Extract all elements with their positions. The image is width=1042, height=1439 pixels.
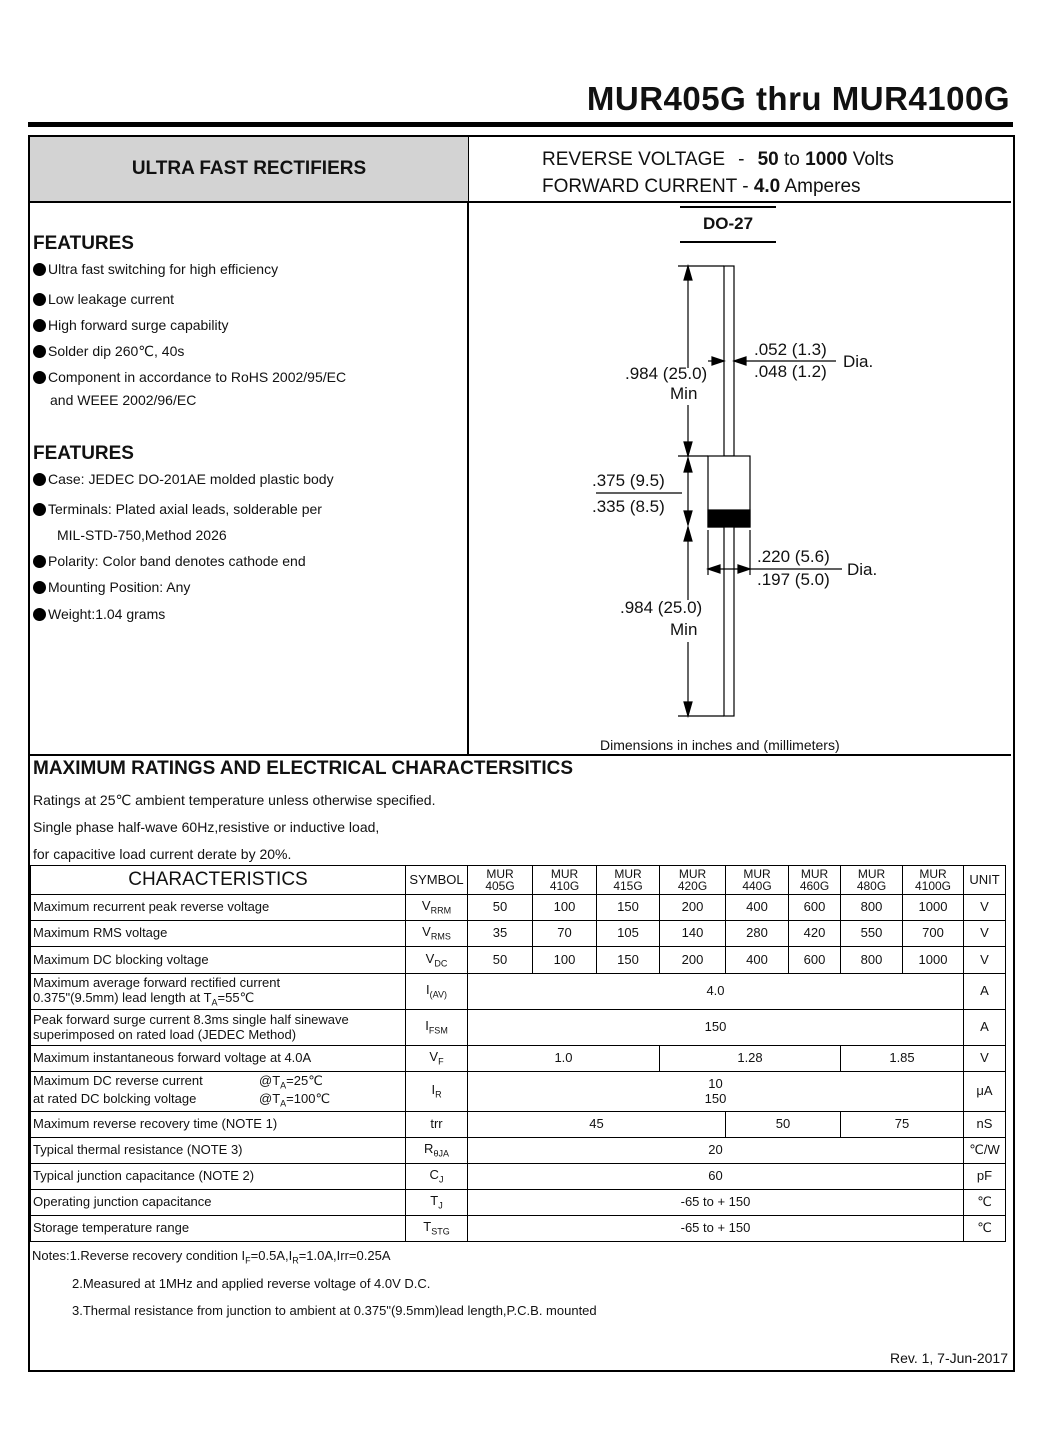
column-divider — [467, 137, 469, 754]
lead-length-top-min: Min — [670, 384, 698, 403]
param-symbol: $T_J$ — [406, 1190, 468, 1216]
note-1: Notes:1.Reverse recovery condition $I_F=0.5A,I_R=1.0A,Irr=0.25A$ — [32, 1248, 391, 1266]
param-name: Maximum instantaneous forward voltage at 4.0A — [31, 1046, 406, 1072]
unit-cell: V — [964, 895, 1006, 921]
value-cell: 1.28 — [660, 1046, 841, 1072]
note-3: 3.Thermal resistance from junction to ambient at 0.375"(9.5mm)lead length,P.C.B. mounted — [72, 1303, 597, 1318]
param-symbol: $R_{\theta JA}$ — [406, 1138, 468, 1164]
param-name: Typical thermal resistance (NOTE 3) — [31, 1138, 406, 1164]
value-cell: -65 to + 150 — [468, 1216, 964, 1242]
param-symbol: $V_{DC}$ — [406, 947, 468, 974]
value-cell: 105 — [597, 921, 660, 947]
package-drawing — [470, 200, 1010, 752]
param-name: Storage temperature range — [31, 1216, 406, 1242]
param-symbol: trr — [406, 1112, 468, 1138]
table-row — [31, 1164, 1006, 1190]
value-cell: 140 — [660, 921, 726, 947]
reverse-voltage-sep: - — [738, 149, 745, 170]
model-header: MUR 420G — [660, 866, 726, 895]
table-row — [31, 1138, 1006, 1164]
value-cell: 800 — [841, 895, 903, 921]
feature-item: Component in accordance to RoHS 2002/95/EC — [33, 369, 346, 385]
value-cell: 50 — [726, 1112, 841, 1138]
arrow-head — [708, 565, 720, 573]
reverse-voltage-to: to — [784, 149, 800, 170]
value-cell: 600 — [789, 947, 841, 974]
mechanical-item: Case: JEDEC DO-201AE molded plastic body — [33, 471, 334, 487]
param-name: Operating junction capacitance — [31, 1190, 406, 1216]
value-cell: 75 — [841, 1112, 964, 1138]
arrow-head — [684, 702, 692, 716]
unit-cell: V — [964, 1046, 1006, 1072]
package-name: DO-27 — [702, 214, 754, 233]
param-name: Maximum recurrent peak reverse voltage — [31, 895, 406, 921]
features-heading: FEATURES — [33, 233, 134, 254]
feature-item: Solder dip 260℃, 40s — [33, 343, 184, 360]
arrow-head — [738, 565, 750, 573]
value-cell: 1000 — [903, 947, 964, 974]
value-cell: 550 — [841, 921, 903, 947]
arrow-head — [684, 511, 692, 525]
bullet-icon — [33, 263, 46, 276]
unit-cell: A — [964, 974, 1006, 1010]
unit-cell: A — [964, 1010, 1006, 1046]
document-title: MUR405G thru MUR4100G — [586, 80, 1010, 117]
value-cell: 4.0 — [468, 974, 964, 1010]
param-symbol: $I_{FSM}$ — [406, 1010, 468, 1046]
value-cell: 200 — [660, 895, 726, 921]
model-header: MUR 405G — [468, 866, 533, 895]
mechanical-item: Polarity: Color band denotes cathode end — [33, 553, 306, 569]
param-symbol: $V_{RRM}$ — [406, 895, 468, 921]
value-cell: 1000 — [903, 895, 964, 921]
arrow-head — [684, 527, 692, 541]
model-header: MUR 440G — [726, 866, 789, 895]
mechanical-heading: FEATURES — [33, 443, 134, 464]
reverse-voltage-line — [542, 149, 894, 171]
symbol-header: SYMBOL — [406, 866, 468, 895]
model-header: MUR 480G — [841, 866, 903, 895]
bullet-icon — [33, 345, 46, 358]
table-header-row — [31, 866, 1006, 895]
model-header: MUR 460G — [789, 866, 841, 895]
arrow-head — [684, 442, 692, 456]
unit-cell: ℃/W — [964, 1138, 1006, 1164]
table-row — [31, 1216, 1006, 1242]
table-row — [31, 1190, 1006, 1216]
param-name: Typical junction capacitance (NOTE 2) — [31, 1164, 406, 1190]
param-name: Maximum reverse recovery time (NOTE 1) — [31, 1112, 406, 1138]
bullet-icon — [33, 293, 46, 306]
feature-item: High forward surge capability — [33, 317, 229, 333]
bullet-icon — [33, 371, 46, 384]
mechanical-item: Terminals: Plated axial leads, solderable per — [33, 501, 322, 517]
value-cell: 200 — [660, 947, 726, 974]
param-name: Maximum DC reverse current $@T_A=25℃$ at rated DC bolcking voltage $@T_A=100℃$ — [31, 1072, 406, 1112]
param-symbol: $V_{RMS}$ — [406, 921, 468, 947]
value-cell: 70 — [533, 921, 597, 947]
revision-label: Rev. 1, 7-Jun-2017 — [889, 1350, 1008, 1366]
param-symbol: $I_{(AV)}$ — [406, 974, 468, 1010]
forward-current-unit: Amperes — [784, 176, 861, 197]
ratings-heading: MAXIMUM RATINGS AND ELECTRICAL CHARACTERSITICS — [33, 758, 574, 779]
table-row — [31, 1010, 1006, 1046]
bullet-icon — [33, 581, 46, 594]
note-2: 2.Measured at 1MHz and applied reverse voltage of 4.0V D.C. — [72, 1276, 431, 1291]
bullet-icon — [33, 608, 46, 621]
table-row — [31, 947, 1006, 974]
value-cell: 400 — [726, 895, 789, 921]
model-header: MUR 410G — [533, 866, 597, 895]
value-cell: 35 — [468, 921, 533, 947]
title-rule — [28, 122, 1013, 127]
mechanical-item: Mounting Position: Any — [33, 579, 190, 595]
category-banner — [30, 137, 468, 201]
unit-cell: nS — [964, 1112, 1006, 1138]
forward-current-sep: - — [742, 176, 749, 197]
value-cell: 1.0 — [468, 1046, 660, 1072]
bottom-lead — [724, 527, 734, 716]
characteristics-header: CHARACTERISTICS — [31, 866, 406, 895]
features-divider — [30, 754, 1011, 756]
value-cell: 150 — [597, 947, 660, 974]
value-cell: 100 — [533, 895, 597, 921]
value-cell: 800 — [841, 947, 903, 974]
table-row — [31, 974, 1006, 1010]
param-symbol: $I_R$ — [406, 1072, 468, 1112]
value-cell: 1.85 — [841, 1046, 964, 1072]
bullet-icon — [33, 555, 46, 568]
forward-current-line — [542, 176, 861, 198]
unit-cell: μA — [964, 1072, 1006, 1112]
lead-length-top: .984 (25.0) — [625, 364, 708, 383]
reverse-voltage-label: REVERSE VOLTAGE — [542, 149, 726, 170]
unit-cell: pF — [964, 1164, 1006, 1190]
condition-line: Single phase half-wave 60Hz,resistive or inductive load, — [33, 819, 380, 835]
value-cell: 400 — [726, 947, 789, 974]
value-cell: 60 — [468, 1164, 964, 1190]
param-symbol: $T_{STG}$ — [406, 1216, 468, 1242]
lead-dia-label: Dia. — [843, 352, 874, 371]
reverse-voltage-max: 1000 — [805, 149, 848, 170]
dimension-caption: Dimensions in inches and (millimeters) — [600, 737, 840, 753]
model-header: MUR 4100G — [903, 866, 964, 895]
arrow-head — [712, 357, 724, 365]
arrow-head — [684, 266, 692, 280]
reverse-voltage-min: 50 — [757, 149, 779, 170]
bullet-icon — [33, 473, 46, 486]
param-name: Maximum DC blocking voltage — [31, 947, 406, 974]
body-dia-max: .220 (5.6) — [757, 547, 830, 566]
condition-line: Ratings at 25℃ ambient temperature unless otherwise specified. — [33, 792, 436, 808]
mechanical-item: Weight:1.04 grams — [33, 606, 165, 622]
table-row — [31, 1046, 1006, 1072]
condition-line: for capacitive load current derate by 20%. — [33, 846, 292, 862]
body-length-min: .335 (8.5) — [592, 497, 665, 516]
arrow-head — [684, 458, 692, 472]
feature-item: Ultra fast switching for high efficiency — [33, 261, 278, 277]
specifications-table — [30, 865, 1006, 1242]
value-cell: 150 — [468, 1010, 964, 1046]
arrow-head — [734, 357, 746, 365]
mechanical-item-continued: MIL-STD-750,Method 2026 — [57, 527, 227, 543]
forward-current-label: FORWARD CURRENT — [542, 176, 737, 197]
lead-length-bottom-min: Min — [670, 620, 698, 639]
unit-header: UNIT — [964, 866, 1006, 895]
lead-length-bottom: .984 (25.0) — [620, 598, 703, 617]
feature-item: Low leakage current — [33, 291, 174, 307]
value-cell: 600 — [789, 895, 841, 921]
category-label: ULTRA FAST RECTIFIERS — [131, 158, 367, 179]
value-cell: 280 — [726, 921, 789, 947]
lead-dia-max: .052 (1.3) — [754, 340, 827, 359]
param-name: Peak forward surge current 8.3ms single half sinewave superimposed on rated load (JEDEC Method) — [31, 1010, 406, 1046]
forward-current-value: 4.0 — [753, 176, 781, 197]
body-length-max: .375 (9.5) — [592, 471, 665, 490]
value-cell: 420 — [789, 921, 841, 947]
feature-item-continued: and WEEE 2002/96/EC — [50, 392, 197, 408]
value-cell: 150 — [597, 895, 660, 921]
body-dia-label: Dia. — [847, 560, 878, 579]
lead-dia-min: .048 (1.2) — [754, 362, 827, 381]
value-cell: 20 — [468, 1138, 964, 1164]
value-cell: 100 — [533, 947, 597, 974]
value-cell: 50 — [468, 947, 533, 974]
cathode-band — [708, 510, 750, 527]
value-cell: 700 — [903, 921, 964, 947]
param-symbol: $C_J$ — [406, 1164, 468, 1190]
unit-cell: V — [964, 921, 1006, 947]
reverse-voltage-unit: Volts — [852, 149, 894, 170]
param-name: Maximum RMS voltage — [31, 921, 406, 947]
unit-cell: ℃ — [964, 1190, 1006, 1216]
value-cell: -65 to + 150 — [468, 1190, 964, 1216]
value-cell: 50 — [468, 895, 533, 921]
table-row — [31, 1072, 1006, 1112]
table-row — [31, 1112, 1006, 1138]
body-dia-min: .197 (5.0) — [757, 570, 830, 589]
unit-cell: V — [964, 947, 1006, 974]
table-row — [31, 921, 1006, 947]
param-name: Maximum average forward rectified current 0.375"(9.5mm) lead length at $T_A=55℃$ — [31, 974, 406, 1010]
param-symbol: $V_F$ — [406, 1046, 468, 1072]
unit-cell: ℃ — [964, 1216, 1006, 1242]
bullet-icon — [33, 319, 46, 332]
value-cell: 45 — [468, 1112, 726, 1138]
model-header: MUR 415G — [597, 866, 660, 895]
value-cell: 10 150 — [468, 1072, 964, 1112]
table-row — [31, 895, 1006, 921]
bullet-icon — [33, 503, 46, 516]
